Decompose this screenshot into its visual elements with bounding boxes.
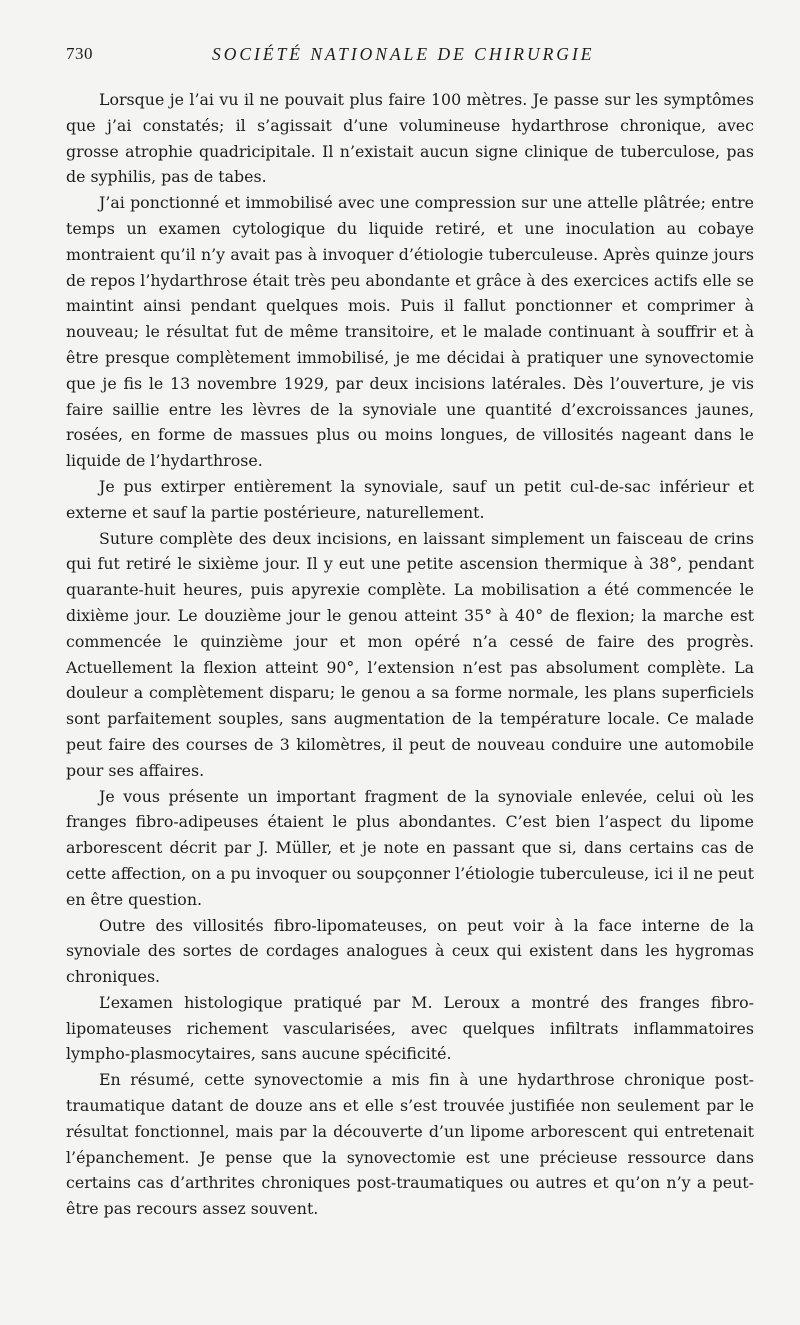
body-text	[66, 87, 754, 1222]
paragraph-2: J’ai ponctionné et immobilisé avec une compression sur une attelle plâtrée; entre temps un examen cytologique du liquide retiré, et une inoculation au cobaye montraient qu’il n’y avait pas à invoquer d’étiologie tuberculeuse. Après quinze jours de repos l’hydarthrose était très peu abondante et grâce à des exercices actifs elle se maintint ainsi pendant quelques mois. Puis il fallut ponctionner et comprimer à nouveau; le résultat fut de même transitoire, et le malade continuant à souffrir et à être presque complètement immobilisé, je me décidai à pratiquer une synovectomie que je fis le 13 novembre 1929, par deux incisions latérales. Dès l’ouverture, je vis faire saillie entre les lèvres de la synoviale une quantité d’excroissances jaunes, rosées, en forme de massues plus ou moins longues, de villosités nageant dans le liquide de l’hydarthrose.	[66, 193, 754, 471]
running-head: SOCIÉTÉ NATIONALE DE CHIRURGIE	[212, 44, 595, 64]
paragraph-5: Je vous présente un important fragment de la synoviale enlevée, celui où les franges fibro-adipeuses étaient le plus abondantes. C’est bien l’aspect du lipome arborescent décrit par J. Müller, et je note en passant que si, dans certains cas de cette affection, on a pu invoquer ou soupçonner l’étiologie tuberculeuse, ici il ne peut en être question.	[66, 786, 754, 909]
page-header	[66, 44, 756, 70]
paragraph-8: En résumé, cette synovectomie a mis fin à une hydarthrose chronique post-traumatique datant de douze ans et elle s’est trouvée justifiée non seulement par le résultat fonctionnel, mais par la découverte d’un lipome arborescent qui entretenait l’épanchement. Je pense que la synovectomie est une précieuse ressource dans certains cas d’arthrites chroniques post-traumatiques ou autres et qu’on n’y a peut-être pas recours assez souvent.	[66, 1070, 754, 1219]
page-number: 730	[66, 44, 93, 63]
paragraph-1: Lorsque je l’ai vu il ne pouvait plus faire 100 mètres. Je passe sur les symptômes que j’ai constatés; il s’agissait d’une volumineuse hydarthrose chronique, avec grosse atrophie quadricipitale. Il n’existait aucun signe clinique de tuberculose, pas de syphilis, pas de tabes.	[66, 90, 754, 187]
paragraph-3: Je pus extirper entièrement la synoviale, sauf un petit cul-de-sac inférieur et externe et sauf la partie postérieure, naturellement.	[66, 476, 754, 522]
paragraph-7: L’examen histologique pratiqué par M. Leroux a montré des franges fibro-lipomateuses richement vascularisées, avec quelques infiltrats inflammatoires lympho-plasmocytaires, sans aucune spécificité.	[66, 992, 754, 1064]
paragraph-4: Suture complète des deux incisions, en laissant simplement un faisceau de crins qui fut retiré le sixième jour. Il y eut une petite ascension thermique à 38°, pendant quarante-huit heures, puis apyrexie complète. La mobilisation a été commencée le dixième jour. Le douzième jour le genou atteint 35° à 40° de flexion; la marche est commencée le quinzième jour et mon opéré n’a cessé de faire des progrès. Actuellement la flexion atteint 90°, l’extension n’est pas absolument complète. La douleur a complètement disparu; le genou a sa forme normale, les plans superficiels sont parfaitement souples, sans augmentation de la température locale. Ce malade peut faire des courses de 3 kilomètres, il peut de nouveau conduire une automobile pour ses affaires.	[66, 528, 754, 780]
paragraph-6: Outre des villosités fibro-lipomateuses, on peut voir à la face interne de la synoviale des sortes de cordages analogues à ceux qui existent dans les hygromas chroniques.	[66, 915, 754, 987]
